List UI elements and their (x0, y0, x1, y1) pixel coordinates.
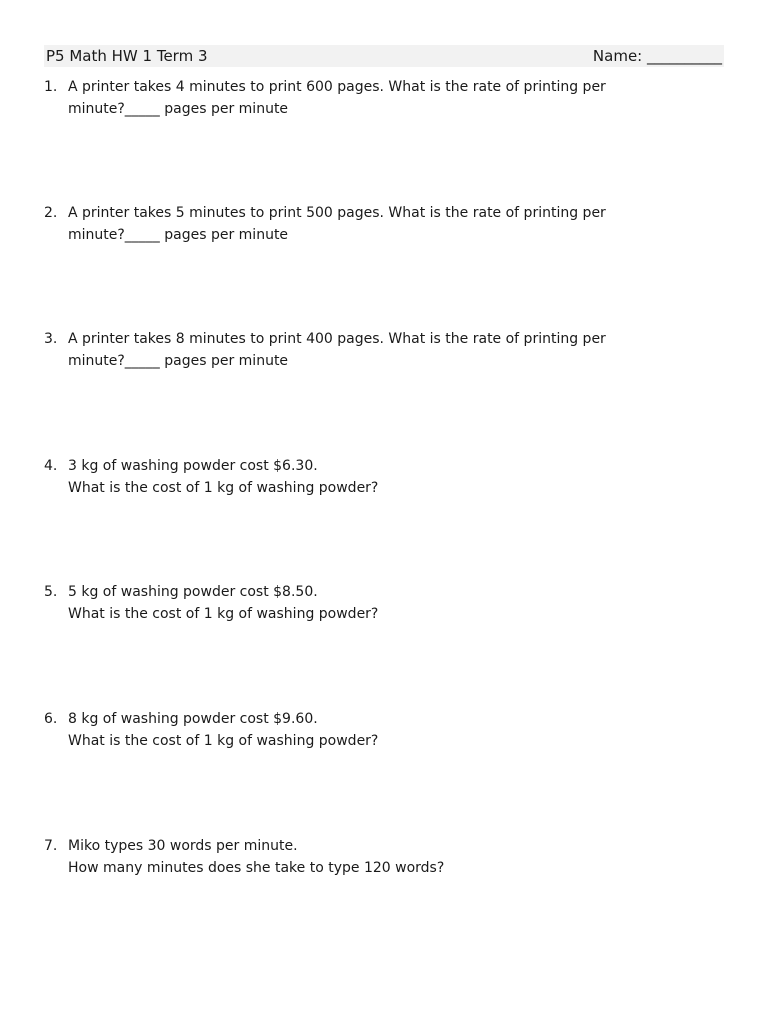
question-text-line-1: 5 kg of washing powder cost $8.50. (68, 584, 318, 600)
question-number: 2. (44, 205, 58, 221)
question-text-line-1: 8 kg of washing powder cost $9.60. (68, 711, 318, 727)
question-3 (44, 328, 684, 372)
name-field-label: Name: __________ (592, 47, 722, 65)
question-1 (44, 76, 684, 120)
question-number: 6. (44, 711, 58, 727)
question-4 (44, 455, 684, 499)
question-text-line-2: minute?_____ pages per minute (68, 353, 289, 369)
question-7 (44, 835, 684, 879)
question-6 (44, 708, 684, 752)
question-number: 1. (44, 79, 58, 95)
question-text-line-2: What is the cost of 1 kg of washing powder? (68, 606, 379, 622)
question-text-line-1: A printer takes 5 minutes to print 500 pages. What is the rate of printing per (68, 205, 606, 221)
question-text-line-2: minute?_____ pages per minute (68, 101, 289, 117)
worksheet-header (44, 45, 724, 67)
question-text-line-2: How many minutes does she take to type 120 words? (68, 860, 445, 876)
question-text-line-1: A printer takes 8 minutes to print 400 pages. What is the rate of printing per (68, 331, 606, 347)
question-text-line-2: What is the cost of 1 kg of washing powder? (68, 733, 379, 749)
question-2 (44, 202, 684, 246)
question-text-line-2: What is the cost of 1 kg of washing powder? (68, 480, 379, 496)
question-text-line-1: 3 kg of washing powder cost $6.30. (68, 458, 318, 474)
question-number: 7. (44, 838, 58, 854)
question-text-line-1: A printer takes 4 minutes to print 600 pages. What is the rate of printing per (68, 79, 606, 95)
worksheet-title: P5 Math HW 1 Term 3 (46, 47, 208, 65)
question-5 (44, 581, 684, 625)
question-number: 4. (44, 458, 58, 474)
question-number: 3. (44, 331, 58, 347)
question-number: 5. (44, 584, 58, 600)
question-text-line-2: minute?_____ pages per minute (68, 227, 289, 243)
question-text-line-1: Miko types 30 words per minute. (68, 838, 298, 854)
